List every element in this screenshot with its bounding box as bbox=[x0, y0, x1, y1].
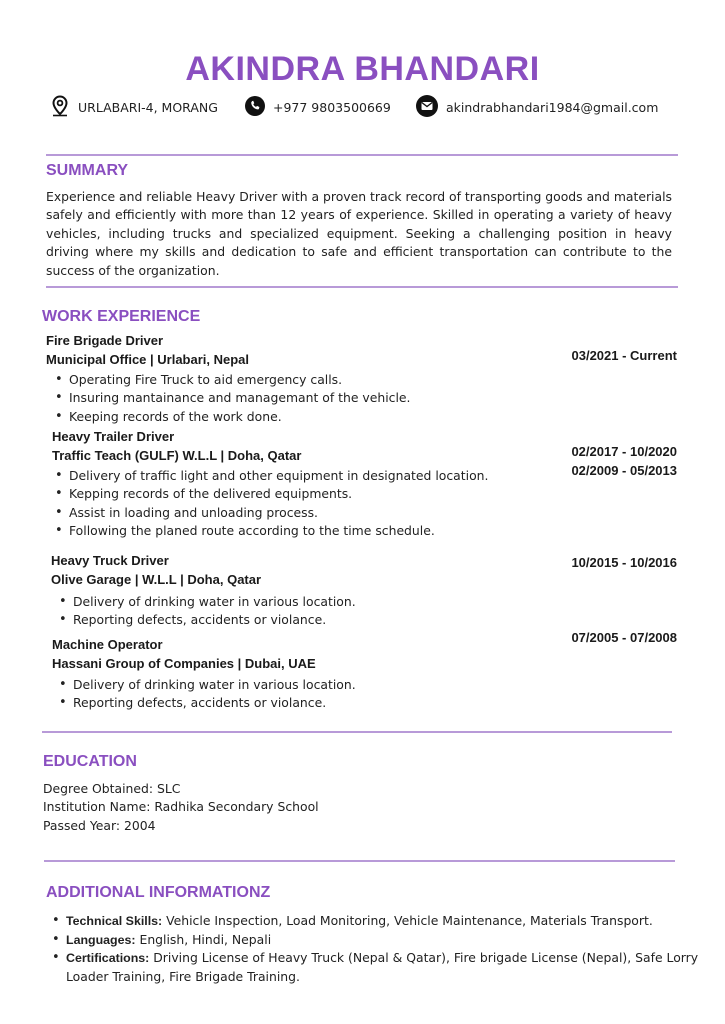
summary-heading: SUMMARY bbox=[46, 162, 129, 179]
job-dates: 02/2017 - 10/2020 bbox=[571, 444, 677, 459]
location-pin-icon bbox=[50, 95, 78, 120]
job-duties-list bbox=[54, 467, 488, 540]
address-text: URLABARI-4, MORANG bbox=[78, 99, 218, 115]
divider bbox=[46, 154, 678, 156]
passed-year-line: Passed Year: 2004 bbox=[43, 817, 156, 833]
contact-address bbox=[50, 95, 218, 119]
list-item bbox=[51, 931, 723, 950]
job-title: Heavy Trailer Driver bbox=[52, 429, 175, 444]
candidate-name: AKINDRA BHANDARI bbox=[185, 50, 540, 88]
phone-icon bbox=[245, 96, 273, 119]
job-employer: Municipal Office | Urlabari, Nepal bbox=[46, 352, 250, 367]
divider bbox=[42, 731, 672, 733]
job-title: Heavy Truck Driver bbox=[51, 553, 169, 568]
contact-email bbox=[416, 95, 658, 119]
list-item bbox=[51, 912, 723, 931]
job-dates: 03/2021 - Current bbox=[571, 348, 677, 363]
summary-text: Experience and reliable Heavy Driver with a proven track record of transporting goods and materials safely and efficiently with more than 12 years of experience. Skilled in operating a variety of heavy vehicles, including trucks and specialized equipment. Seeking a challenging position in heavy driving where my skills and dedication to safe and efficient transportation can contribute to the success of the organization. bbox=[46, 189, 672, 278]
divider bbox=[44, 860, 675, 862]
job-employer: Hassani Group of Companies | Dubai, UAE bbox=[52, 656, 316, 671]
list-item: • Delivery of drinking water in various location. bbox=[58, 676, 356, 694]
divider bbox=[46, 286, 678, 288]
job-dates: 02/2009 - 05/2013 bbox=[571, 463, 677, 478]
job-dates: 07/2005 - 07/2008 bbox=[571, 630, 677, 645]
list-item: • Reporting defects, accidents or violance. bbox=[58, 611, 356, 629]
email-icon bbox=[416, 95, 446, 120]
list-item: • Delivery of traffic light and other equipment in designated location. bbox=[54, 467, 488, 485]
contact-phone bbox=[245, 95, 391, 119]
email-text[interactable]: akindrabhandari1984@gmail.com bbox=[446, 99, 659, 115]
item-text: English, Hindi, Nepali bbox=[135, 931, 272, 947]
education-details bbox=[43, 780, 319, 835]
list-item: • Keeping records of the work done. bbox=[54, 408, 410, 426]
list-item: • Delivery of drinking water in various location. bbox=[58, 593, 356, 611]
item-text: Driving License of Heavy Truck (Nepal & Qatar), Fire brigade License (Nepal), Safe Lorry Loader Training, Fire Brigade Training. bbox=[66, 950, 699, 984]
item-text: Vehicle Inspection, Load Monitoring, Vehicle Maintenance, Materials Transport. bbox=[162, 913, 653, 928]
additional-info-list bbox=[51, 912, 723, 986]
list-item: • Reporting defects, accidents or violance. bbox=[58, 694, 356, 712]
item-label: Technical Skills: bbox=[66, 914, 163, 928]
degree-line: Degree Obtained: SLC bbox=[43, 781, 181, 796]
item-label: Certifications: bbox=[66, 951, 150, 965]
work-experience-heading: WORK EXPERIENCE bbox=[42, 308, 201, 325]
phone-text[interactable]: +977 9803500669 bbox=[273, 99, 391, 115]
education-heading: EDUCATION bbox=[43, 753, 137, 770]
list-item: • Kepping records of the delivered equipments. bbox=[54, 485, 488, 503]
job-title: Machine Operator bbox=[52, 637, 163, 652]
job-dates: 10/2015 - 10/2016 bbox=[571, 555, 677, 570]
job-employer: Traffic Teach (GULF) W.L.L | Doha, Qatar bbox=[52, 448, 302, 463]
job-duties-list bbox=[54, 371, 410, 426]
additional-info-heading: ADDITIONAL INFORMATIONZ bbox=[46, 884, 271, 901]
list-item: • Insuring mantainance and managemant of the vehicle. bbox=[54, 389, 410, 407]
job-title: Fire Brigade Driver bbox=[46, 333, 164, 348]
list-item: • Assist in loading and unloading process. bbox=[54, 504, 488, 522]
institution-line: Institution Name: Radhika Secondary School bbox=[43, 799, 319, 815]
job-duties-list bbox=[58, 593, 356, 630]
list-item: • Following the planed route according to the time schedule. bbox=[54, 522, 488, 540]
job-employer: Olive Garage | W.L.L | Doha, Qatar bbox=[51, 572, 262, 587]
list-item: • Operating Fire Truck to aid emergency calls. bbox=[54, 371, 410, 389]
job-duties-list bbox=[58, 676, 356, 713]
list-item bbox=[51, 949, 723, 986]
item-label: Languages: bbox=[66, 932, 136, 947]
